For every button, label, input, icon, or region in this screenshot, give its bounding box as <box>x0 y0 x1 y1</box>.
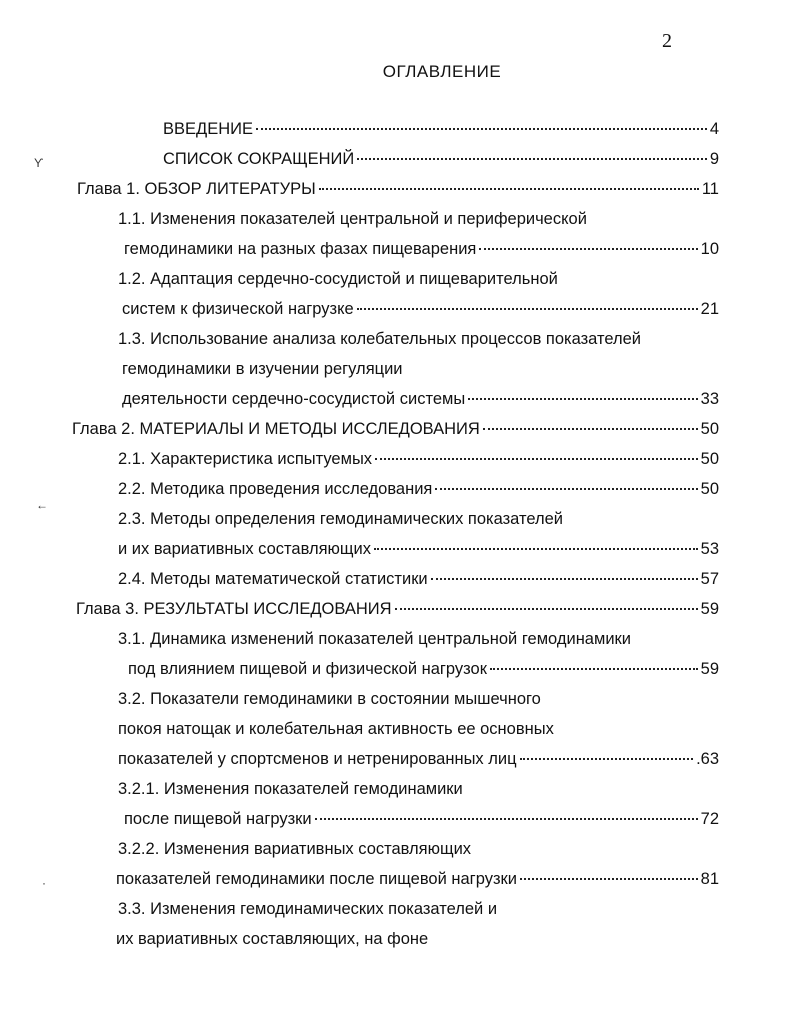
toc-entry: Глава 3. РЕЗУЛЬТАТЫ ИССЛЕДОВАНИЯ 59 <box>76 600 719 618</box>
toc-entry: и их вариативных составляющих 53 <box>118 540 719 558</box>
toc-entry: СПИСОК СОКРАЩЕНИЙ 9 <box>163 150 719 168</box>
page-number: 2 <box>662 30 672 52</box>
toc-entry: 3.1. Динамика изменений показателей центральной гемодинамики <box>118 630 631 648</box>
toc-entry: Глава 2. МАТЕРИАЛЫ И МЕТОДЫ ИССЛЕДОВАНИЯ 50 <box>72 420 719 438</box>
toc-entry: Глава 1. ОБЗОР ЛИТЕРАТУРЫ 11 <box>77 180 719 198</box>
toc-entry: 3.2.1. Изменения показателей гемодинамики <box>118 780 463 798</box>
toc-entry: 2.1. Характеристика испытуемых 50 <box>118 450 719 468</box>
toc-entry: их вариативных составляющих, на фоне <box>116 930 429 948</box>
toc-entry: ВВЕДЕНИЕ 4 <box>163 120 719 138</box>
scan-mark: ϒ <box>34 156 44 170</box>
toc-entry: под влиянием пищевой и физической нагрузок 59 <box>128 660 719 678</box>
toc-entry: покоя натощак и колебательная активность ее основных <box>118 720 554 738</box>
toc-entry: показателей у спортсменов и нетренированных лиц .63 <box>118 750 719 768</box>
toc-entry: гемодинамики на разных фазах пищеварения 10 <box>124 240 719 258</box>
scan-mark: ← <box>36 498 48 512</box>
toc-entry: 1.1. Изменения показателей центральной и периферической <box>118 210 587 228</box>
scan-mark: · <box>42 876 46 890</box>
page-title: ОГЛАВЛЕНИЕ <box>382 62 502 81</box>
toc-entry: 3.2.2. Изменения вариативных составляющих <box>118 840 472 858</box>
toc-entry: гемодинамики в изучении регуляции <box>122 360 403 378</box>
toc-entry: 1.3. Использование анализа колебательных процессов показателей <box>118 330 642 348</box>
toc-entry: 3.3. Изменения гемодинамических показателей и <box>118 900 498 918</box>
toc-entry: 3.2. Показатели гемодинамики в состоянии мышечного <box>118 690 541 708</box>
toc-entry: показателей гемодинамики после пищевой нагрузки 81 <box>116 870 719 888</box>
toc-entry: 1.2. Адаптация сердечно-сосудистой и пищеварительной <box>118 270 558 288</box>
toc-entry: 2.4. Методы математической статистики 57 <box>118 570 719 588</box>
toc-entry: 2.2. Методика проведения исследования 50 <box>118 480 719 498</box>
toc-entry: систем к физической нагрузке 21 <box>122 300 719 318</box>
toc-entry: деятельности сердечно-сосудистой системы 33 <box>122 390 719 408</box>
toc-entry: после пищевой нагрузки 72 <box>124 810 719 828</box>
toc-entry: 2.3. Методы определения гемодинамических показателей <box>118 510 563 528</box>
